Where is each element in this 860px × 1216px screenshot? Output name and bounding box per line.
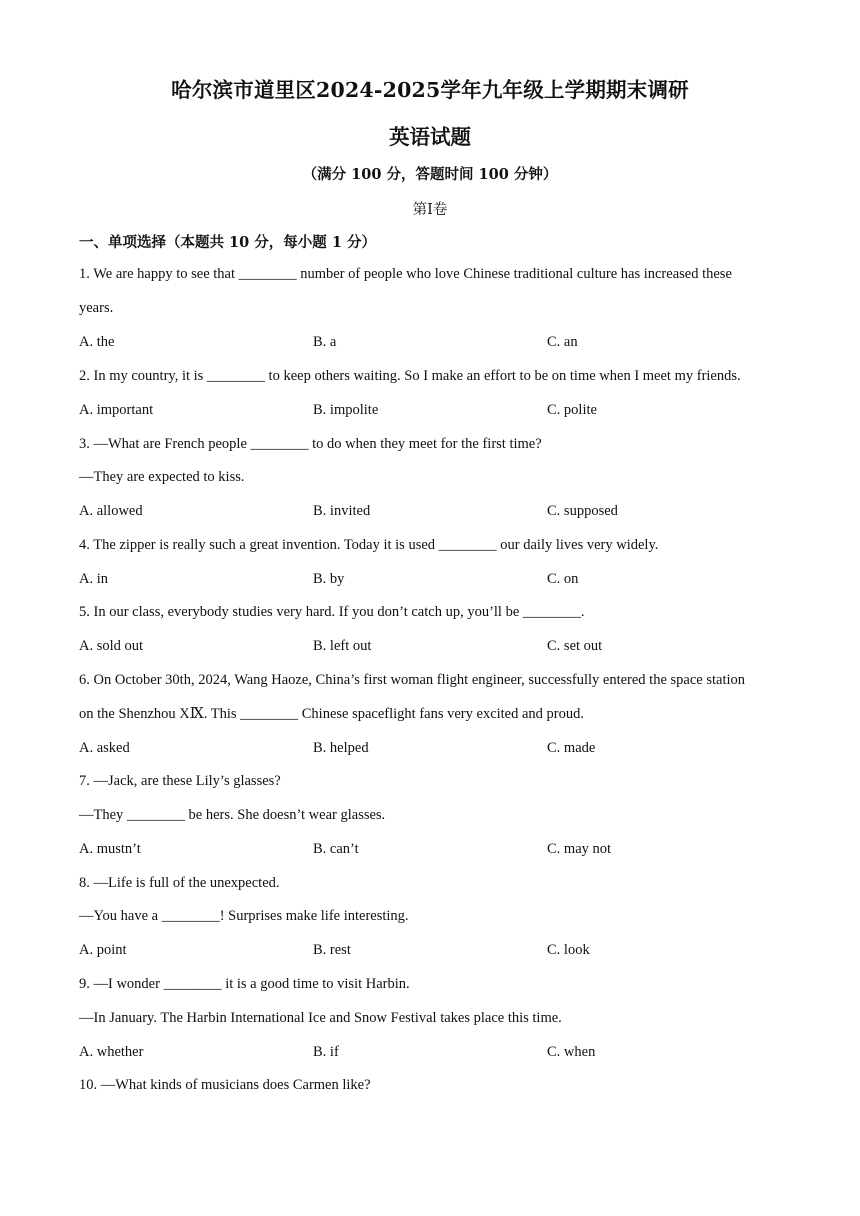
question-6-option-c: C. made — [547, 740, 596, 756]
volume-label: 第Ⅰ卷 — [412, 202, 448, 218]
question-8-option-a: A. point — [79, 942, 127, 958]
question-8-option-c: C. look — [547, 942, 590, 958]
question-4-option-c: C. on — [547, 571, 579, 587]
exam-subject-title: 英语试题 — [389, 125, 471, 149]
question-2-line-1: 2. In my country, it is ________ to keep others waiting. So I make an effort to be on time when I meet my friends. — [79, 368, 741, 384]
section-heading: 一、单项选择（本题共 10 分，每小题 1 分） — [79, 234, 376, 251]
question-7-line-2: —They ________ be hers. She doesn’t wear glasses. — [79, 807, 386, 823]
question-1-option-a: A. the — [79, 334, 115, 350]
question-6-line-2: on the Shenzhou XⅨ. This ________ Chinese spaceflight fans very excited and proud. — [79, 706, 585, 722]
question-7-option-b: B. can’t — [313, 841, 359, 857]
question-6-option-b: B. helped — [313, 740, 369, 756]
question-6-line-1: 6. On October 30th, 2024, Wang Haoze, China’s first woman flight engineer, successfully entered the space station — [79, 672, 746, 688]
question-7-option-c: C. may not — [547, 841, 612, 857]
question-2-option-b: B. impolite — [313, 402, 379, 418]
question-10-line-1: 10. —What kinds of musicians does Carmen like? — [79, 1077, 371, 1093]
question-1-line-1: 1. We are happy to see that ________ number of people who love Chinese traditional culture has increased these — [79, 266, 732, 282]
question-3-option-a: A. allowed — [79, 503, 143, 519]
question-9-line-1: 9. —I wonder ________ it is a good time to visit Harbin. — [79, 976, 410, 992]
question-9-option-c: C. when — [547, 1044, 596, 1060]
question-3-option-b: B. invited — [313, 503, 371, 519]
question-9-line-2: —In January. The Harbin International Ice and Snow Festival takes place this time. — [79, 1010, 562, 1026]
question-8-line-1: 8. —Life is full of the unexpected. — [79, 875, 280, 891]
question-7-option-a: A. mustn’t — [79, 841, 141, 857]
question-1-option-b: B. a — [313, 334, 337, 350]
question-7-line-1: 7. —Jack, are these Lily’s glasses? — [79, 773, 281, 789]
question-6-option-a: A. asked — [79, 740, 130, 756]
question-2-option-c: C. polite — [547, 402, 597, 418]
question-4-option-a: A. in — [79, 571, 108, 587]
question-9-option-b: B. if — [313, 1044, 339, 1060]
question-4-option-b: B. by — [313, 571, 345, 587]
question-1-option-c: C. an — [547, 334, 578, 350]
question-3-option-c: C. supposed — [547, 503, 618, 519]
exam-title: 哈尔滨市道里区2024-2025学年九年级上学期期末调研 — [171, 78, 689, 102]
question-1-line-2: years. — [79, 300, 114, 316]
question-3-line-1: 3. —What are French people ________ to do when they meet for the first time? — [79, 436, 542, 452]
question-2-option-a: A. important — [79, 402, 154, 418]
question-8-line-2: —You have a ________! Surprises make life interesting. — [79, 908, 409, 924]
question-5-option-a: A. sold out — [79, 638, 144, 654]
question-3-line-2: —They are expected to kiss. — [79, 469, 245, 485]
question-8-option-b: B. rest — [313, 942, 351, 958]
question-5-line-1: 5. In our class, everybody studies very hard. If you don’t catch up, you’ll be ________. — [79, 604, 585, 620]
question-9-option-a: A. whether — [79, 1044, 144, 1060]
exam-score-time: （满分 100 分，答题时间 100 分钟） — [302, 166, 558, 183]
question-5-option-b: B. left out — [313, 638, 372, 654]
question-4-line-1: 4. The zipper is really such a great invention. Today it is used ________ our daily lives very widely. — [79, 537, 659, 553]
question-5-option-c: C. set out — [547, 638, 603, 654]
